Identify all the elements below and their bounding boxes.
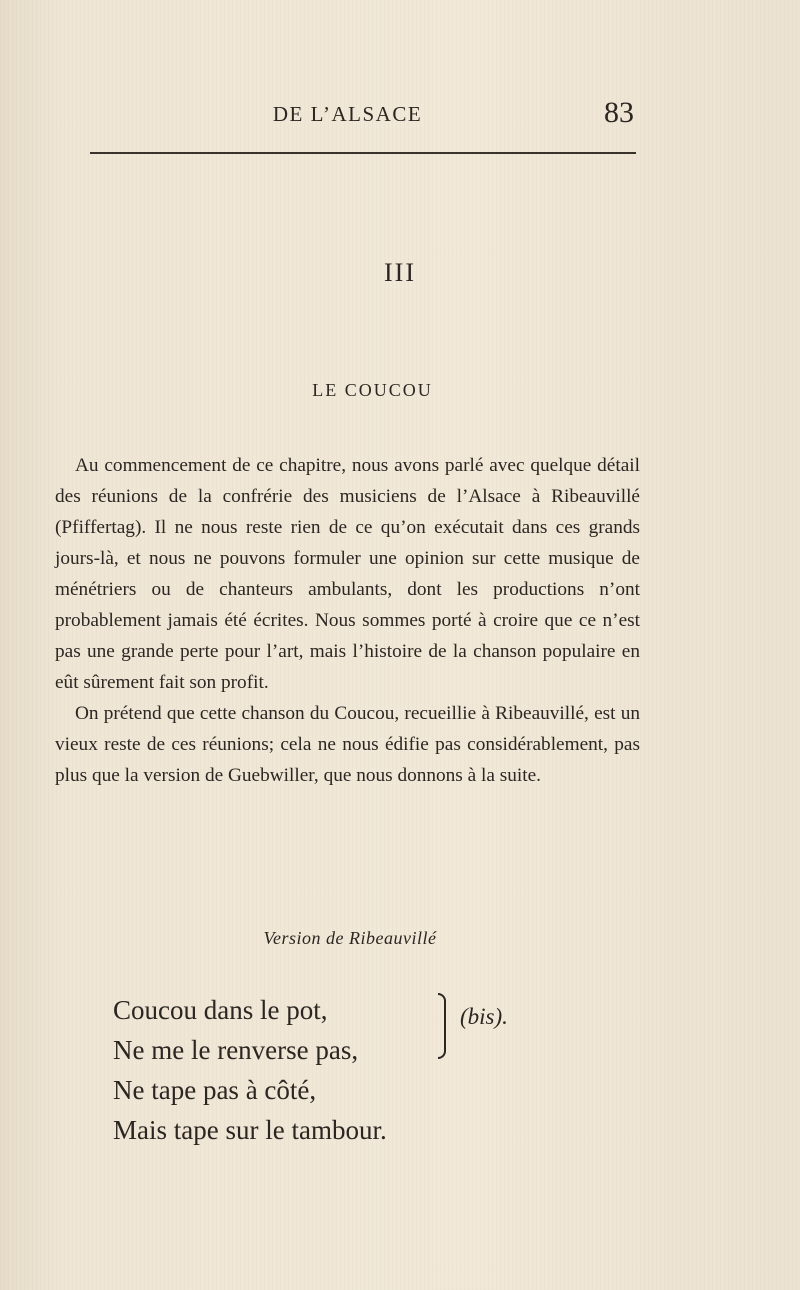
header-rule [90, 152, 636, 154]
running-title: DE L’ALSACE [272, 102, 423, 126]
chapter-title: LE COUCOU [312, 380, 433, 400]
verse [113, 990, 387, 1150]
paragraph: On prétend que cette chanson du Coucou, recueillie à Ribeauvillé, est un vieux reste de ces réunions; cela ne nous édifie pas considérablement, pas plus que la version de Guebwiller, que nous donnons à la suite. [55, 703, 640, 786]
verse-line: Coucou dans le pot, [113, 995, 328, 1025]
repeat-mark: (bis). [460, 1004, 508, 1029]
chapter-number: III [384, 258, 416, 287]
verse-line: Ne tape pas à côté, [113, 1075, 317, 1105]
repeat-brace [438, 993, 446, 1059]
body-text [55, 450, 640, 791]
paragraph: Au commencement de ce chapitre, nous avons parlé avec quelque détail des réunions de la confrérie des musiciens de l’Alsace à Ribeauvillé (Pfiffertag). Il ne nous reste rien de ce qu’on exécutait dans ces grands jours-là, et nous ne pouvons formuler une opinion sur cette musique de ménétriers ou de chanteurs ambulants, dont les productions n’ont probablement jamais été écrites. Nous sommes porté à croire que ce n’est pas une grande perte pour l’art, mais l’histoire de la chanson populaire en eût sûrement fait son profit. [55, 455, 640, 693]
page-number: 83 [604, 96, 634, 129]
running-head [55, 96, 640, 132]
verse-line: Mais tape sur le tambour. [113, 1115, 387, 1145]
version-title: Version de Ribeauvillé [263, 928, 437, 948]
verse-line: Ne me le renverse pas, [113, 1035, 359, 1065]
